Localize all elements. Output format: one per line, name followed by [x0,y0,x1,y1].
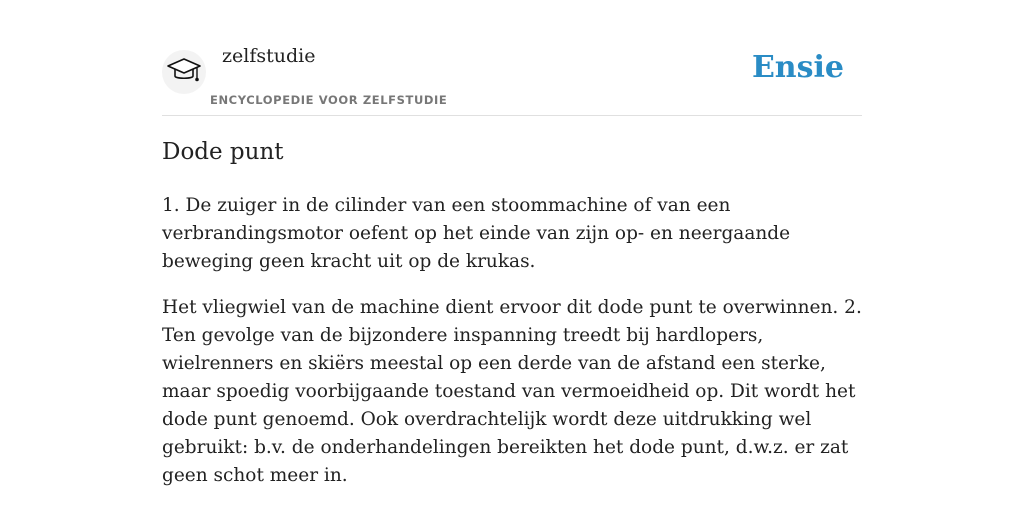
site-header [162,0,862,116]
brand-logo-link[interactable]: Ensie [751,50,844,85]
article-body [162,192,862,508]
site-logo[interactable] [162,50,206,94]
article-paragraph: 1. De zuiger in de cilinder van een stoommachine of van een verbrandingsmotor oefent op het einde van zijn op- en neergaande beweging geen kracht uit op de krukas. [162,195,791,272]
page [162,0,862,512]
article-title: Dode punt [162,139,284,165]
site-tagline: ENCYCLOPEDIE VOOR ZELFSTUDIE [210,93,448,107]
site-name[interactable]: zelfstudie [222,45,316,67]
graduation-cap-icon [166,56,202,86]
article-paragraph: Het vliegwiel van de machine dient ervoor dit dode punt te overwinnen. 2. Ten gevolge van de bijzondere inspanning treedt bij hardlopers, wielrenners en skiërs meestal op een derde van de afstand een sterke, maar spoedig voorbijgaande toestand van vermoeidheid op. Dit wordt het dode punt genoemd. Ook overdrachtelijk wordt deze uitdrukking wel gebruikt: b.v. de onderhandelingen bereikten het dode punt, d.w.z. er zat geen schot meer in. [162,297,862,486]
